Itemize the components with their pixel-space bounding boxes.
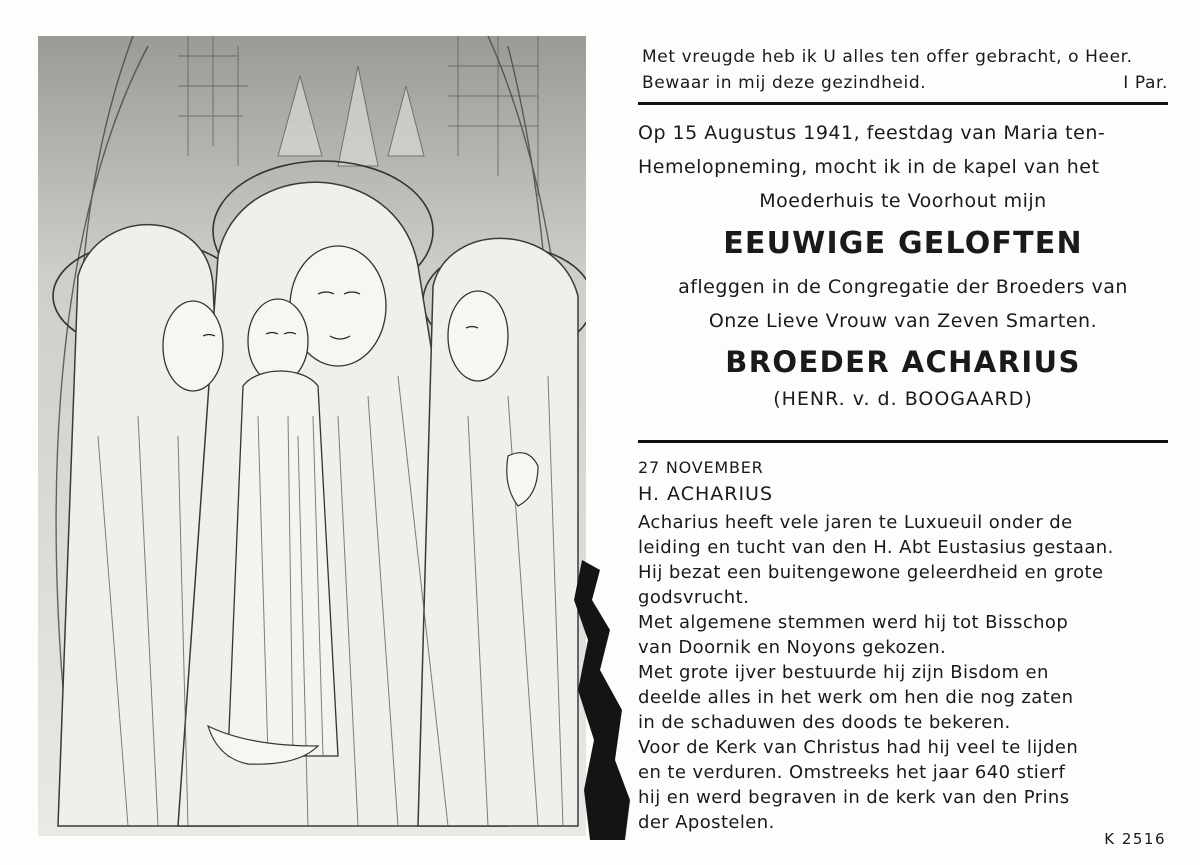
- saint-text-line: van Doornik en Noyons gekozen.: [638, 637, 947, 658]
- brother-name: BROEDER ACHARIUS: [725, 345, 1081, 379]
- card-code: K 2516: [1104, 830, 1166, 848]
- saint-biography: [638, 456, 1168, 835]
- saint-text-line: deelde alles in het werk om hen die nog zaten: [638, 687, 1074, 708]
- motto-line-1: Met vreugde heb ik U alles ten offer gebracht, o Heer.: [642, 47, 1133, 67]
- saint-text-line: in de schaduwen des doods te bekeren.: [638, 712, 1011, 733]
- divider-middle: [638, 440, 1168, 443]
- vows-headline: EEUWIGE GELOFTEN: [723, 226, 1083, 261]
- feast-date: 27 NOVEMBER: [638, 458, 764, 477]
- saint-text-line: Met grote ijver bestuurde hij zijn Bisdom en: [638, 662, 1049, 683]
- civil-name: (HENR. v. d. BOOGAARD): [773, 388, 1033, 410]
- motto-quote: Bewaar in mij deze gezindheid.: [642, 73, 927, 93]
- saint-name: H. ACHARIUS: [638, 483, 774, 505]
- divider-top: [638, 102, 1168, 105]
- announcement: [638, 116, 1168, 414]
- saint-text-line: Hij bezat een buitengewone geleerdheid en grote: [638, 562, 1104, 583]
- saint-text-line: godsvrucht.: [638, 587, 750, 608]
- motto: [642, 44, 1168, 96]
- saint-text-line: Met algemene stemmen werd hij tot Bisschop: [638, 612, 1069, 633]
- announcement-line-3: Moederhuis te Voorhout mijn: [759, 190, 1047, 212]
- saint-text-line: en te verduren. Omstreeks het jaar 640 stierf: [638, 762, 1066, 783]
- saint-text: [638, 510, 1168, 835]
- text-panel: [620, 30, 1180, 850]
- announcement-line-2: Hemelopneming, mocht ik in de kapel van het: [638, 156, 1100, 178]
- announcement-line-1: Op 15 Augustus 1941, feestdag van Maria ten-: [638, 122, 1106, 144]
- saint-text-line: hij en werd begraven in de kerk van den Prins: [638, 787, 1070, 808]
- motto-reference: I Par.: [1123, 73, 1168, 93]
- saint-text-line: Voor de Kerk van Christus had hij veel te lijden: [638, 737, 1079, 758]
- saint-text-line: der Apostelen.: [638, 812, 775, 833]
- madonna-illustration: [38, 36, 586, 836]
- motto-line-2: [642, 70, 1168, 96]
- announcement-line-4: afleggen in de Congregatie der Broeders van: [678, 276, 1128, 298]
- saint-text-line: leiding en tucht van den H. Abt Eustasius gestaan.: [638, 537, 1114, 558]
- saint-text-line: Acharius heeft vele jaren te Luxueuil onder de: [638, 512, 1073, 533]
- madonna-child-angels-drawing-icon: [38, 36, 586, 836]
- announcement-line-5: Onze Lieve Vrouw van Zeven Smarten.: [708, 310, 1098, 332]
